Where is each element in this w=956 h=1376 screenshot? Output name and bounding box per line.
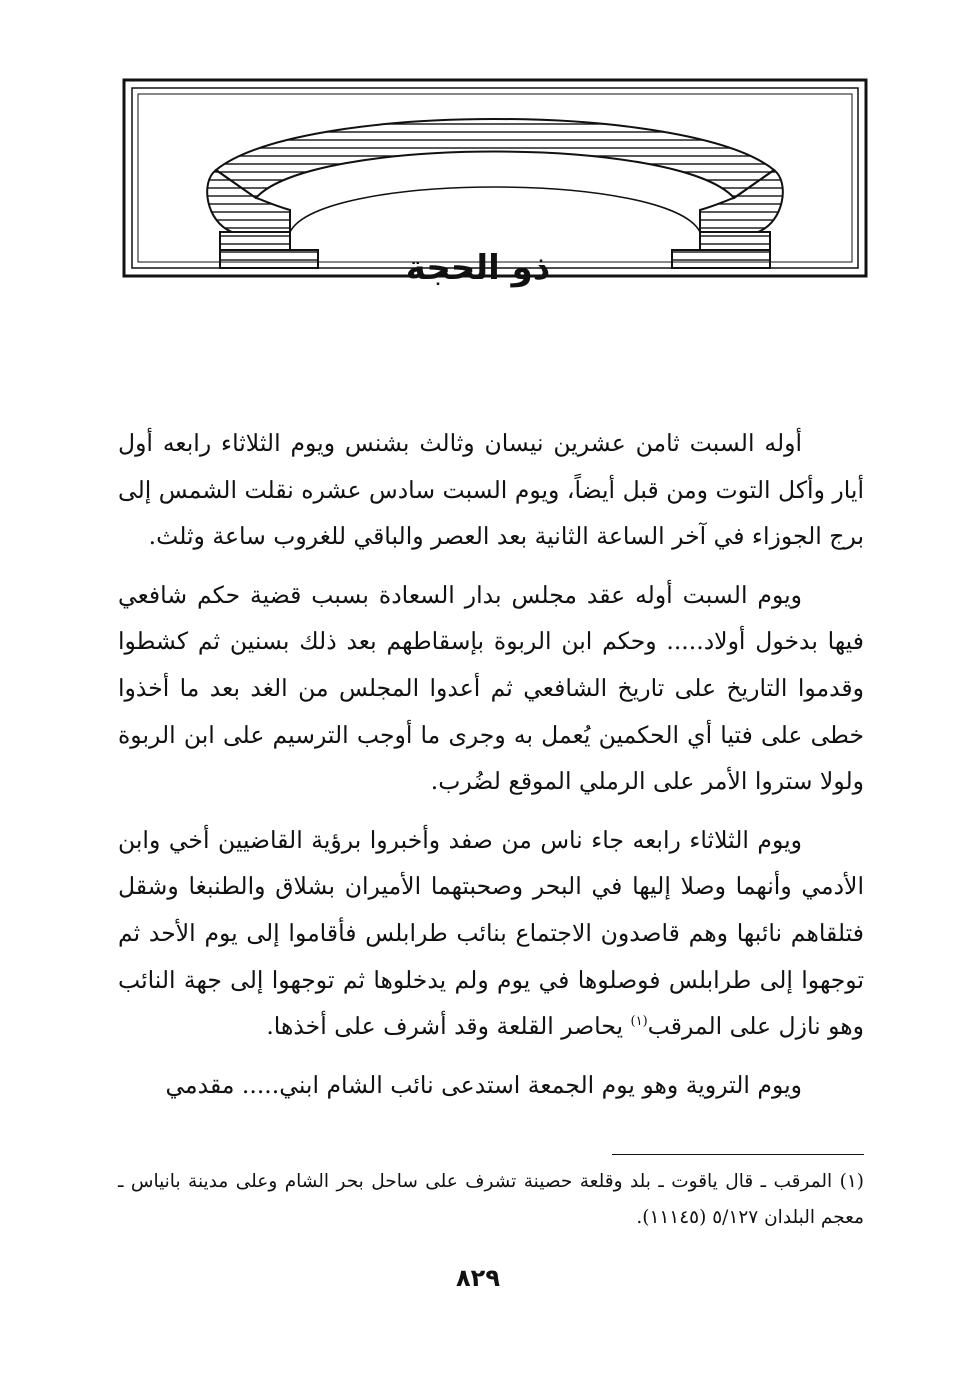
paragraph-1: أوله السبت ثامن عشرين نيسان وثالث بشنس ويوم الثلاثاء رابعه أول أيار وأكل التوت ومن قبل أيضاً، ويوم السبت سادس عشره نقلت الشمس إلى برج الجوزاء في آخر الساعة الثانية بعد العصر والباقي للغروب ساعة وثلث. xyxy=(118,429,864,551)
footnote-reference[interactable]: (١) xyxy=(630,1014,648,1030)
page-number: ٨٢٩ xyxy=(456,1264,500,1292)
footnote-divider xyxy=(612,1154,864,1155)
paragraph-2: ويوم السبت أوله عقد مجلس بدار السعادة بسبب قضية حكم شافعي فيها بدخول أولاد..... وحكم ابن الربوة بإسقاطهم بعد ذلك بسنين ثم كشطوا وقدموا التاريخ على تاريخ الشافعي ثم أعدوا المجلس من الغد بعد ما أخذوا خطى على فتيا أي الحكمين يُعمل به وجرى ما أوجب الترسيم على ابن الربوة ولولا ستروا الأمر على الرملي الموقع لضُرب. xyxy=(118,580,864,796)
paragraph-3 xyxy=(118,817,864,1050)
chapter-title: ذو الحجة xyxy=(405,248,551,288)
body-text xyxy=(118,420,864,1120)
paragraph-3-text-before: ويوم الثلاثاء رابعه جاء ناس من صفد وأخبروا برؤية القاضيين أخي وابن الأدمي وأنهما وصلا إليها في البحر وصحبتهما الأميران بشلاق والطنبغا وشقل فتلقاهم نائبها وهم قاصدون الاجتماع بنائب طرابلس فأقاموا إلى يوم الأحد ثم توجهوا إلى طرابلس فوصلوها في يوم ولم يدخلوها ثم توجهوا إلى جهة النائب وهو نازل على المرقب xyxy=(118,825,864,1041)
footnote: (١) المرقب ـ قال ياقوت ـ بلد وقلعة حصينة تشرف على ساحل بحر الشام وعلى مدينة بانياس ـ معجم البلدان ٥/١٢٧ (١١١٤٥). xyxy=(118,1171,864,1228)
paragraph-3-text-after: يحاصر القلعة وقد أشرف على أخذها. xyxy=(266,1012,631,1041)
paragraph-4: ويوم التروية وهو يوم الجمعة استدعى نائب الشام ابني..... مقدمي xyxy=(165,1070,802,1099)
